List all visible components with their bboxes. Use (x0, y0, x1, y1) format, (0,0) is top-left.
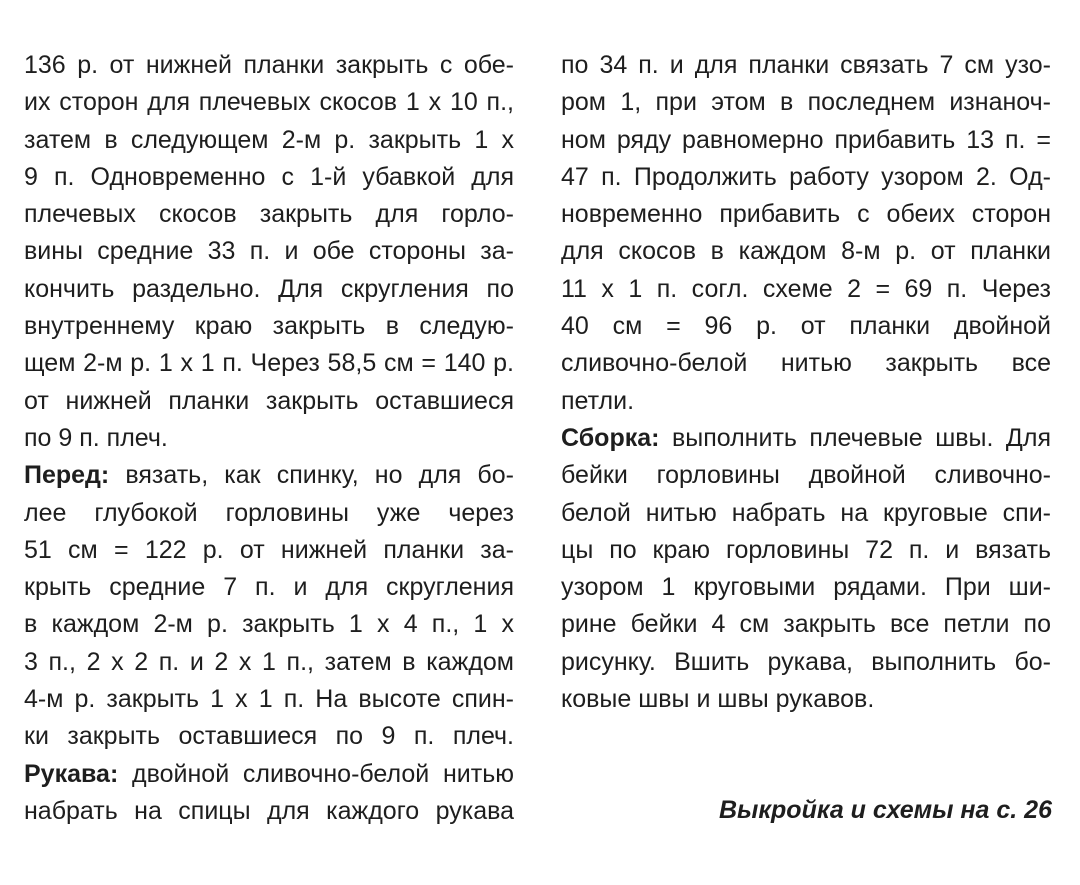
text-line: набрать на спицы для каждого рукава (24, 796, 514, 825)
text-line: в каждом 2-м р. закрыть 1 х 4 п., 1 х (24, 610, 514, 639)
front-heading: Перед: (24, 461, 110, 490)
text-line: их сторон для плечевых скосов 1 х 10 п., (24, 88, 514, 117)
left-text-column (24, 47, 514, 830)
text-line: рине бейки 4 см закрыть все петли по (561, 610, 1051, 639)
assembly-first-line-text: выполнить плечевые швы. Для (659, 423, 1051, 452)
text-line: для скосов в каждом 8-м р. от планки (561, 237, 1051, 266)
text-line: сливочно-белой нитью закрыть все (561, 349, 1051, 378)
right-text-column (561, 47, 1051, 718)
text-line: 3 п., 2 х 2 п. и 2 х 1 п., затем в каждом (24, 647, 514, 676)
text-line: лее глубокой горловины уже через (24, 498, 514, 527)
text-line: узором 1 круговыми рядами. При ши- (561, 573, 1051, 602)
text-line: затем в следующем 2-м р. закрыть 1 х (24, 125, 514, 154)
text-line: вины средние 33 п. и обе стороны за- (24, 237, 514, 266)
pattern-reference: Выкройка и схемы на с. 26 (718, 796, 1052, 824)
text-line: бейки горловины двойной сливочно- (561, 461, 1051, 490)
front-first-line-text: вязать, как спинку, но для бо- (109, 461, 514, 490)
text-line: по 34 п. и для планки связать 7 см узо- (561, 51, 1051, 79)
text-line: ром 1, при этом в последнем изнаноч- (561, 88, 1051, 117)
text-line: 47 п. Продолжить работу узором 2. Од- (561, 162, 1051, 191)
text-line: 136 р. от нижней планки закрыть с обе- (24, 51, 514, 79)
text-line: цы по краю горловины 72 п. и вязать (561, 535, 1051, 564)
text-line: ки закрыть оставшиеся по 9 п. плеч. (24, 722, 514, 751)
front-section-first-line (24, 457, 514, 494)
text-line: от нижней планки закрыть оставшиеся (24, 386, 514, 415)
sleeves-first-line-text: двойной сливочно-белой нитью (118, 759, 514, 788)
text-line: 40 см = 96 р. от планки двойной (561, 312, 1051, 341)
text-line: внутреннему краю закрыть в следую- (24, 312, 514, 341)
text-line: 9 п. Одновременно с 1-й убавкой для (24, 162, 514, 191)
text-line: петли. (561, 386, 635, 415)
assembly-section-first-line (561, 420, 1051, 457)
text-line: плечевых скосов закрыть для горло- (24, 200, 514, 229)
text-line: белой нитью набрать на круговые спи- (561, 498, 1051, 527)
text-line: ковые швы и швы рукавов. (561, 685, 875, 714)
text-line: 11 х 1 п. согл. схеме 2 = 69 п. Через (561, 274, 1051, 303)
text-line: 51 см = 122 р. от нижней планки за- (24, 535, 514, 564)
text-line: 4-м р. закрыть 1 х 1 п. На высоте спин- (24, 685, 514, 714)
text-line: ном ряду равномерно прибавить 13 п. = (561, 125, 1051, 154)
sleeves-section-first-line (24, 756, 514, 793)
text-line: щем 2-м р. 1 х 1 п. Через 58,5 см = 140 р. (24, 349, 514, 378)
sleeves-heading: Рукава: (24, 759, 119, 788)
text-line: по 9 п. плеч. (24, 423, 168, 452)
text-line: кончить раздельно. Для скругления по (24, 274, 514, 303)
text-line: новременно прибавить с обеих сторон (561, 200, 1051, 229)
text-line: крыть средние 7 п. и для скругления (24, 573, 514, 602)
assembly-heading: Сборка: (561, 423, 660, 452)
text-line: рисунку. Вшить рукава, выполнить бо- (561, 647, 1051, 676)
